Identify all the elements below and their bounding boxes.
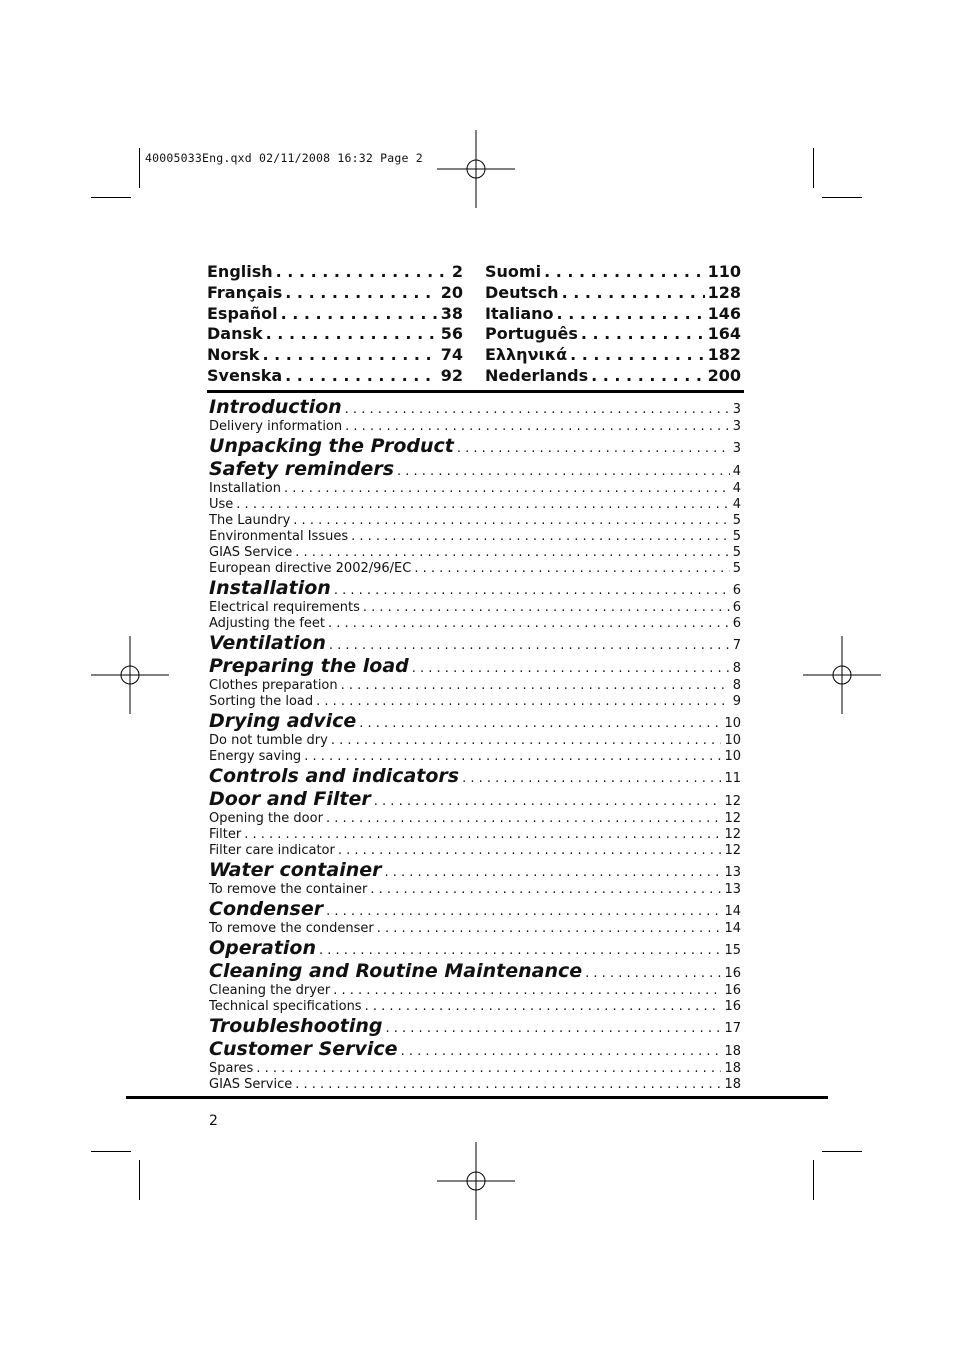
leader-dots bbox=[285, 283, 437, 302]
registration-mark-icon bbox=[91, 636, 169, 714]
toc-page: 5 bbox=[732, 529, 741, 544]
toc-title: Sorting the load bbox=[209, 694, 314, 709]
toc-title: Environmental Issues bbox=[209, 529, 349, 544]
language-page: 20 bbox=[440, 282, 463, 302]
leader-dots bbox=[412, 661, 730, 676]
toc-title: European directive 2002/96/EC bbox=[209, 561, 412, 576]
toc-title: Customer Service bbox=[209, 1038, 398, 1060]
leader-dots bbox=[333, 983, 721, 998]
toc-title: Filter care indicator bbox=[209, 843, 335, 858]
leader-dots bbox=[295, 545, 729, 560]
toc-page: 10 bbox=[724, 716, 741, 731]
language-entry bbox=[485, 283, 741, 304]
toc-title: Unpacking the Product bbox=[209, 435, 454, 457]
language-entry bbox=[207, 324, 463, 345]
leader-dots bbox=[304, 749, 721, 764]
leader-dots bbox=[262, 345, 437, 364]
leader-dots bbox=[462, 771, 721, 786]
toc-subentry bbox=[209, 481, 741, 497]
table-of-contents bbox=[209, 396, 741, 1093]
toc-section bbox=[209, 788, 741, 811]
language-entry bbox=[207, 304, 463, 325]
toc-title: Introduction bbox=[209, 396, 342, 418]
toc-title: To remove the container bbox=[209, 882, 368, 897]
toc-page: 18 bbox=[724, 1061, 741, 1076]
toc-subentry bbox=[209, 882, 741, 898]
toc-subentry bbox=[209, 1061, 741, 1077]
toc-title: Door and Filter bbox=[209, 788, 371, 810]
language-page: 128 bbox=[707, 282, 741, 302]
toc-subentry bbox=[209, 749, 741, 765]
toc-title: Clothes preparation bbox=[209, 678, 338, 693]
toc-title: Use bbox=[209, 497, 234, 512]
language-name: Deutsch bbox=[485, 282, 559, 302]
toc-subentry bbox=[209, 1077, 741, 1093]
registration-mark-icon bbox=[437, 1142, 515, 1220]
registration-mark-icon bbox=[437, 130, 515, 208]
toc-title: Troubleshooting bbox=[209, 1015, 383, 1037]
toc-subentry bbox=[209, 811, 741, 827]
language-page: 38 bbox=[440, 303, 463, 323]
leader-dots bbox=[316, 694, 730, 709]
toc-page: 14 bbox=[724, 921, 741, 936]
leader-dots bbox=[293, 513, 729, 528]
toc-page: 6 bbox=[732, 600, 741, 615]
toc-page: 12 bbox=[724, 827, 741, 842]
language-name: Português bbox=[485, 324, 578, 344]
language-entry bbox=[207, 262, 463, 283]
toc-title: Drying advice bbox=[209, 710, 357, 732]
toc-title: Energy saving bbox=[209, 749, 302, 764]
toc-subentry bbox=[209, 419, 741, 435]
toc-title: Do not tumble dry bbox=[209, 733, 328, 748]
leader-dots bbox=[351, 529, 730, 544]
crop-mark bbox=[139, 148, 140, 188]
toc-title: Technical specifications bbox=[209, 999, 362, 1014]
language-page: 56 bbox=[440, 324, 463, 344]
toc-title: Opening the door bbox=[209, 811, 323, 826]
toc-page: 12 bbox=[724, 843, 741, 858]
language-index-left bbox=[207, 262, 463, 387]
toc-section bbox=[209, 632, 741, 655]
footer-divider bbox=[126, 1096, 828, 1099]
toc-title: Installation bbox=[209, 577, 331, 599]
language-page: 182 bbox=[707, 345, 741, 365]
language-page: 92 bbox=[440, 365, 463, 385]
language-entry bbox=[485, 345, 741, 366]
leader-dots bbox=[370, 882, 721, 897]
leader-dots bbox=[331, 733, 722, 748]
toc-page: 3 bbox=[732, 419, 741, 434]
toc-section bbox=[209, 655, 741, 678]
leader-dots bbox=[365, 999, 722, 1014]
leader-dots bbox=[295, 1077, 721, 1092]
language-page: 200 bbox=[707, 365, 741, 385]
leader-dots bbox=[276, 262, 449, 281]
toc-page: 14 bbox=[724, 904, 741, 919]
toc-page: 10 bbox=[724, 749, 741, 764]
language-name: Suomi bbox=[485, 262, 542, 281]
crop-mark bbox=[139, 1160, 140, 1200]
leader-dots bbox=[345, 402, 730, 417]
toc-title: Cleaning and Routine Maintenance bbox=[209, 960, 583, 982]
language-name: Dansk bbox=[207, 324, 263, 344]
toc-page: 12 bbox=[724, 811, 741, 826]
language-page: 2 bbox=[451, 262, 463, 281]
leader-dots bbox=[374, 794, 722, 809]
language-name: Italiano bbox=[485, 303, 554, 323]
toc-title: GIAS Service bbox=[209, 545, 293, 560]
toc-title: Spares bbox=[209, 1061, 254, 1076]
language-name: Svenska bbox=[207, 365, 283, 385]
toc-title: Cleaning the dryer bbox=[209, 983, 331, 998]
toc-title: Controls and indicators bbox=[209, 765, 460, 787]
toc-section bbox=[209, 937, 741, 960]
crop-mark bbox=[91, 1151, 131, 1152]
leader-dots bbox=[457, 441, 730, 456]
toc-page: 5 bbox=[732, 545, 741, 560]
toc-page: 9 bbox=[732, 694, 741, 709]
toc-section bbox=[209, 859, 741, 882]
toc-page: 13 bbox=[724, 865, 741, 880]
toc-subentry bbox=[209, 999, 741, 1015]
toc-page: 4 bbox=[732, 481, 741, 496]
leader-dots bbox=[544, 262, 705, 281]
toc-section bbox=[209, 960, 741, 983]
toc-page: 5 bbox=[732, 561, 741, 576]
language-page: 146 bbox=[707, 303, 741, 323]
crop-mark bbox=[813, 148, 814, 188]
leader-dots bbox=[414, 561, 729, 576]
toc-title: Condenser bbox=[209, 898, 324, 920]
toc-section bbox=[209, 577, 741, 600]
leader-dots bbox=[570, 345, 705, 364]
language-entry bbox=[485, 262, 741, 283]
leader-dots bbox=[397, 464, 730, 479]
leader-dots bbox=[386, 1021, 722, 1036]
leader-dots bbox=[401, 1044, 722, 1059]
language-index-right bbox=[485, 262, 741, 387]
toc-section bbox=[209, 396, 741, 419]
toc-section bbox=[209, 435, 741, 458]
toc-page: 6 bbox=[732, 616, 741, 631]
language-page: 164 bbox=[707, 324, 741, 344]
toc-section bbox=[209, 1038, 741, 1061]
language-page: 74 bbox=[440, 345, 463, 365]
toc-title: Water container bbox=[209, 859, 382, 881]
toc-page: 17 bbox=[724, 1021, 741, 1036]
toc-page: 3 bbox=[732, 402, 741, 417]
leader-dots bbox=[285, 366, 438, 385]
leader-dots bbox=[256, 1061, 721, 1076]
toc-subentry bbox=[209, 600, 741, 616]
leader-dots bbox=[284, 481, 730, 496]
leader-dots bbox=[326, 811, 722, 826]
toc-subentry bbox=[209, 497, 741, 513]
leader-dots bbox=[585, 966, 721, 981]
language-page: 110 bbox=[707, 262, 741, 281]
language-name: English bbox=[207, 262, 273, 281]
toc-page: 16 bbox=[724, 966, 741, 981]
language-entry bbox=[207, 366, 463, 387]
toc-title: Preparing the load bbox=[209, 655, 409, 677]
toc-page: 15 bbox=[724, 943, 741, 958]
leader-dots bbox=[359, 716, 721, 731]
toc-title: The Laundry bbox=[209, 513, 291, 528]
toc-title: Safety reminders bbox=[209, 458, 394, 480]
toc-title: Filter bbox=[209, 827, 242, 842]
toc-page: 5 bbox=[732, 513, 741, 528]
leader-dots bbox=[338, 843, 722, 858]
toc-subentry bbox=[209, 827, 741, 843]
language-entry bbox=[207, 345, 463, 366]
toc-section bbox=[209, 710, 741, 733]
toc-section bbox=[209, 765, 741, 788]
toc-subentry bbox=[209, 561, 741, 577]
toc-subentry bbox=[209, 983, 741, 999]
leader-dots bbox=[236, 497, 729, 512]
toc-title: Delivery information bbox=[209, 419, 343, 434]
language-name: Ελληνικά bbox=[485, 345, 568, 365]
registration-mark-icon bbox=[803, 636, 881, 714]
leader-dots bbox=[341, 678, 730, 693]
toc-page: 12 bbox=[724, 794, 741, 809]
leader-dots bbox=[363, 600, 730, 615]
toc-page: 13 bbox=[724, 882, 741, 897]
toc-page: 16 bbox=[724, 999, 741, 1014]
toc-subentry bbox=[209, 733, 741, 749]
leader-dots bbox=[591, 366, 705, 385]
leader-dots bbox=[581, 324, 705, 343]
toc-page: 7 bbox=[732, 638, 741, 653]
toc-section bbox=[209, 458, 741, 481]
toc-page: 11 bbox=[724, 771, 741, 786]
toc-title: Adjusting the feet bbox=[209, 616, 326, 631]
toc-subentry bbox=[209, 513, 741, 529]
toc-title: Electrical requirements bbox=[209, 600, 360, 615]
leader-dots bbox=[334, 583, 730, 598]
toc-page: 10 bbox=[724, 733, 741, 748]
print-slug: 40005033Eng.qxd 02/11/2008 16:32 Page 2 bbox=[145, 151, 423, 165]
toc-section bbox=[209, 1015, 741, 1038]
page-number: 2 bbox=[209, 1113, 218, 1129]
toc-subentry bbox=[209, 843, 741, 859]
leader-dots bbox=[345, 419, 730, 434]
language-entry bbox=[485, 366, 741, 387]
leader-dots bbox=[326, 904, 721, 919]
toc-title: GIAS Service bbox=[209, 1077, 293, 1092]
leader-dots bbox=[557, 304, 705, 323]
toc-subentry bbox=[209, 545, 741, 561]
header-divider bbox=[207, 390, 744, 393]
toc-page: 16 bbox=[724, 983, 741, 998]
language-name: Norsk bbox=[207, 345, 260, 365]
toc-subentry bbox=[209, 529, 741, 545]
leader-dots bbox=[377, 921, 722, 936]
toc-page: 8 bbox=[732, 661, 741, 676]
crop-mark bbox=[91, 197, 131, 198]
toc-section bbox=[209, 898, 741, 921]
leader-dots bbox=[266, 324, 438, 343]
language-entry bbox=[485, 304, 741, 325]
toc-page: 18 bbox=[724, 1077, 741, 1092]
toc-subentry bbox=[209, 921, 741, 937]
toc-page: 18 bbox=[724, 1044, 741, 1059]
toc-page: 8 bbox=[732, 678, 741, 693]
leader-dots bbox=[328, 616, 730, 631]
leader-dots bbox=[329, 638, 730, 653]
crop-mark bbox=[822, 1151, 862, 1152]
toc-subentry bbox=[209, 616, 741, 632]
language-name: Nederlands bbox=[485, 365, 589, 385]
toc-page: 6 bbox=[732, 583, 741, 598]
crop-mark bbox=[813, 1160, 814, 1200]
leader-dots bbox=[562, 283, 705, 302]
language-entry bbox=[485, 324, 741, 345]
toc-title: To remove the condenser bbox=[209, 921, 374, 936]
leader-dots bbox=[384, 865, 721, 880]
leader-dots bbox=[244, 827, 721, 842]
leader-dots bbox=[281, 304, 438, 323]
toc-title: Installation bbox=[209, 481, 282, 496]
toc-page: 4 bbox=[732, 497, 741, 512]
crop-mark bbox=[822, 197, 862, 198]
language-name: Français bbox=[207, 282, 283, 302]
language-name: Español bbox=[207, 303, 278, 323]
language-entry bbox=[207, 283, 463, 304]
toc-title: Operation bbox=[209, 937, 317, 959]
toc-subentry bbox=[209, 678, 741, 694]
toc-title: Ventilation bbox=[209, 632, 326, 654]
toc-page: 4 bbox=[732, 464, 741, 479]
leader-dots bbox=[319, 943, 721, 958]
toc-subentry bbox=[209, 694, 741, 710]
toc-page: 3 bbox=[732, 441, 741, 456]
